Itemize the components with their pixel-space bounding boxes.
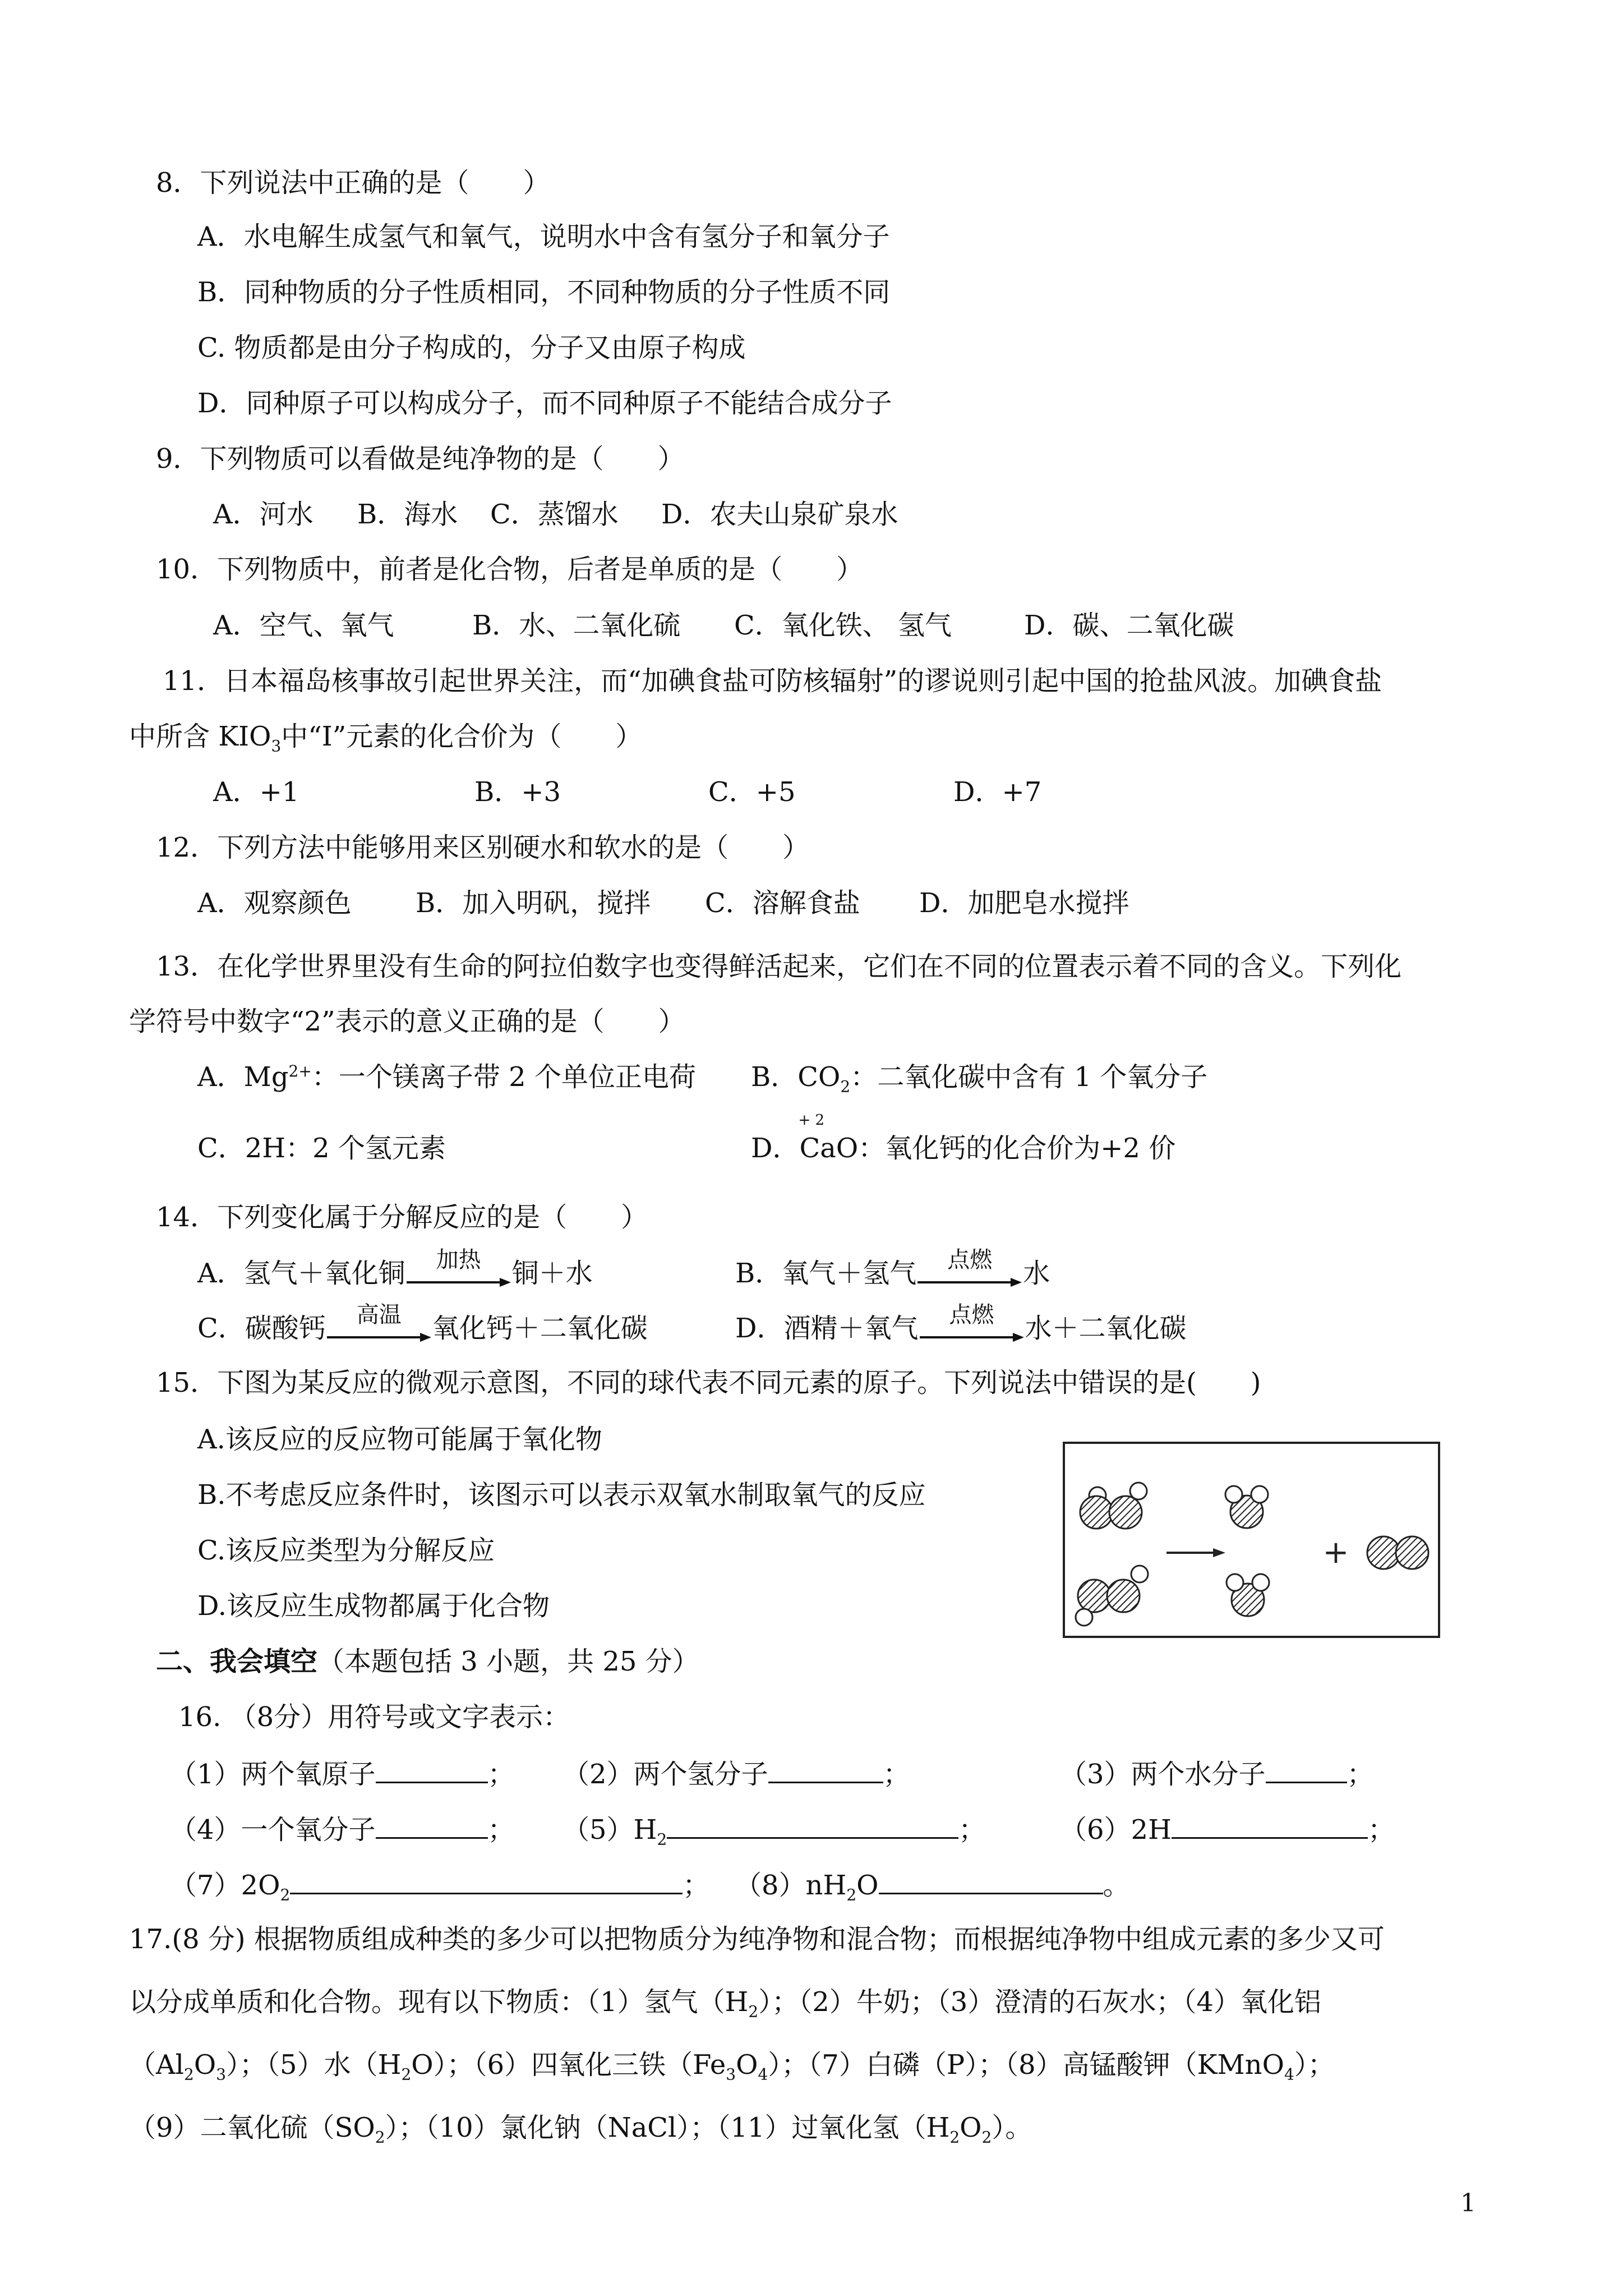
q12-option-a: A．观察颜色 xyxy=(197,887,352,919)
answer-blank[interactable] xyxy=(879,1867,1103,1894)
q16-item-5: $(5)H_2$ ； xyxy=(562,1811,985,1847)
q14-option-d: D．酒精＋氧气 点燃 水＋二氧化碳 xyxy=(735,1312,1187,1347)
q9-option-b: B．海水 xyxy=(357,499,458,530)
q12-option-c: C．溶解食盐 xyxy=(705,887,860,919)
q11-line1: 11．日本福岛核事故引起世界关注，而“加碘食盐可防核辐射”的谬说则引起中国的抢盐风波。加碘食盐 xyxy=(163,665,1382,697)
q15-option-d: D.该反应生成物都属于化合物 xyxy=(197,1590,550,1622)
q10-option-d: D．碳、二氧化碳 xyxy=(1024,610,1234,641)
q14-option-b: B．氧气＋氢气 点燃 水 xyxy=(735,1257,1050,1292)
q16-item-7: $(7)2O_2$ ； xyxy=(170,1867,709,1902)
q11-option-d: D．+7 xyxy=(953,776,1042,808)
q8-option-c: C. 物质都是由分子构成的，分子又由原子构成 xyxy=(197,332,746,364)
reaction-arrow: 点燃 xyxy=(919,1314,1025,1347)
reaction-diagram xyxy=(1063,1442,1440,1638)
reaction-arrow: 高温 xyxy=(326,1314,432,1347)
q17-line1: 17.(8 分) 根据物质组成种类的多少可以把物质分为纯净物和混合物；而根据纯净物中组成元素的多少又可 xyxy=(129,1924,1385,1955)
q13-option-b: B．$CO_2$：二氧化碳中含有 1 个氧分子 xyxy=(751,1061,1208,1096)
q15-option-c: C.该反应类型为分解反应 xyxy=(197,1535,495,1566)
q8-option-a: A．水电解生成氢气和氧气，说明水中含有氢分子和氧分子 xyxy=(197,221,890,252)
q15-stem: 15．下图为某反应的微观示意图，不同的球代表不同元素的原子。下列说法中错误的是( ) xyxy=(156,1367,1261,1398)
q10-option-c: C．氧化铁、 氢气 xyxy=(734,610,952,641)
q9-option-c: C．蒸馏水 xyxy=(490,499,619,530)
q16-item-8: $(8)nH_2O$ 。 xyxy=(735,1867,1130,1902)
q9-option-a: A．河水 xyxy=(213,499,313,530)
q8-option-d: D．同种原子可以构成分子，而不同种原子不能结合成分子 xyxy=(197,388,892,419)
q14-stem: 14．下列变化属于分解反应的是（ ） xyxy=(156,1202,648,1233)
answer-blank[interactable] xyxy=(1266,1756,1347,1783)
q14-option-c: C．碳酸钙 高温 氧化钙＋二氧化碳 xyxy=(197,1312,648,1347)
q10-option-b: B．水、二氧化硫 xyxy=(472,610,681,641)
answer-blank[interactable] xyxy=(1172,1811,1368,1839)
answer-blank[interactable] xyxy=(376,1756,488,1783)
q16-item-4: （4）一个氧分子 ； xyxy=(170,1811,515,1847)
q16-item-3: （3）两个水分子 ； xyxy=(1060,1756,1374,1791)
reaction-arrow: 加热 xyxy=(405,1259,512,1292)
q14-option-a: A．氢气＋氧化铜 加热 铜＋水 xyxy=(197,1257,593,1292)
q12-option-d: D．加肥皂水搅拌 xyxy=(919,887,1129,919)
q17-line3: $(Al_2O_3)$；（5）水$(H_2O)$；（6）四氧化三铁$(Fe_3O_4)$；（7）白磷（P）；（8）高锰酸钾（KMnO$_4$）； xyxy=(129,2049,1335,2084)
plus-sign: + xyxy=(1322,1534,1349,1571)
q16-item-6: （6）2H ； xyxy=(1060,1811,1395,1847)
q9-option-d: D．农夫山泉矿泉水 xyxy=(661,499,898,530)
answer-blank[interactable] xyxy=(290,1867,683,1894)
answer-blank[interactable] xyxy=(376,1811,488,1839)
q10-stem: 10．下列物质中，前者是化合物，后者是单质的是（ ） xyxy=(156,554,864,585)
answer-blank[interactable] xyxy=(768,1756,883,1783)
answer-blank[interactable] xyxy=(667,1811,958,1839)
q17-line2: 以分成单质和化合物。现有以下物质：（1）氢气$(H_2)$；（2）牛奶；（3）澄清的石灰水；（4）氧化铝 xyxy=(129,1986,1321,2021)
q11-option-c: C．+5 xyxy=(708,776,796,808)
q8-option-b: B．同种物质的分子性质相同，不同种物质的分子性质不同 xyxy=(197,277,891,308)
section-title: 二、我会填空（本题包括 3 小题，共 25 分） xyxy=(156,1646,699,1677)
reaction-arrow: 点燃 xyxy=(916,1259,1023,1292)
q11-option-b: B．+3 xyxy=(474,776,561,808)
q12-stem: 12．下列方法中能够用来区别硬水和软水的是（ ） xyxy=(156,832,810,863)
q17-line4: （9）二氧化硫$(SO_2)$；（10）氯化钠（NaCl）；（11）过氧化氢$(H_2O_2)$。 xyxy=(129,2112,1032,2147)
q16-stem: 16. （8分）用符号或文字表示： xyxy=(178,1701,570,1733)
q13-line2: 学符号中数字“2”表示的意义正确的是（ ） xyxy=(129,1006,685,1037)
q11-line2: 中所含 $KIO_3$中“I”元素的化合价为（ ） xyxy=(129,721,643,756)
q16-item-1: （1）两个氧原子 ； xyxy=(170,1756,515,1791)
q15-option-b: B.不考虑反应条件时，该图示可以表示双氧水制取氧气的反应 xyxy=(197,1479,926,1511)
valence-mark: + 2 xyxy=(798,1112,825,1129)
q10-option-a: A．空气、氧气 xyxy=(213,610,394,641)
q8-stem: 8．下列说法中正确的是（ ） xyxy=(156,167,550,199)
q16-item-2: （2）两个氢分子 ； xyxy=(562,1756,910,1791)
q15-option-a: A.该反应的反应物可能属于氧化物 xyxy=(197,1424,602,1455)
q11-option-a: A．+1 xyxy=(213,776,299,808)
q9-stem: 9．下列物质可以看做是纯净物的是（ ） xyxy=(156,443,685,475)
q13-option-a: A．$Mg^{2+}$：一个镁离子带 2 个单位正电荷 xyxy=(197,1061,696,1093)
q12-option-b: B．加入明矾，搅拌 xyxy=(416,887,651,919)
q13-option-d: D． + 2 CaO：氧化钙的化合价为+2 价 xyxy=(751,1112,1176,1164)
page-number: 1 xyxy=(1460,2189,1476,2217)
q13-line1: 13．在化学世界里没有生命的阿拉伯数字也变得鲜活起来，它们在不同的位置表示着不同的含义。下列化 xyxy=(156,951,1402,982)
q13-option-c: C．2H：2 个氢元素 xyxy=(197,1133,446,1164)
